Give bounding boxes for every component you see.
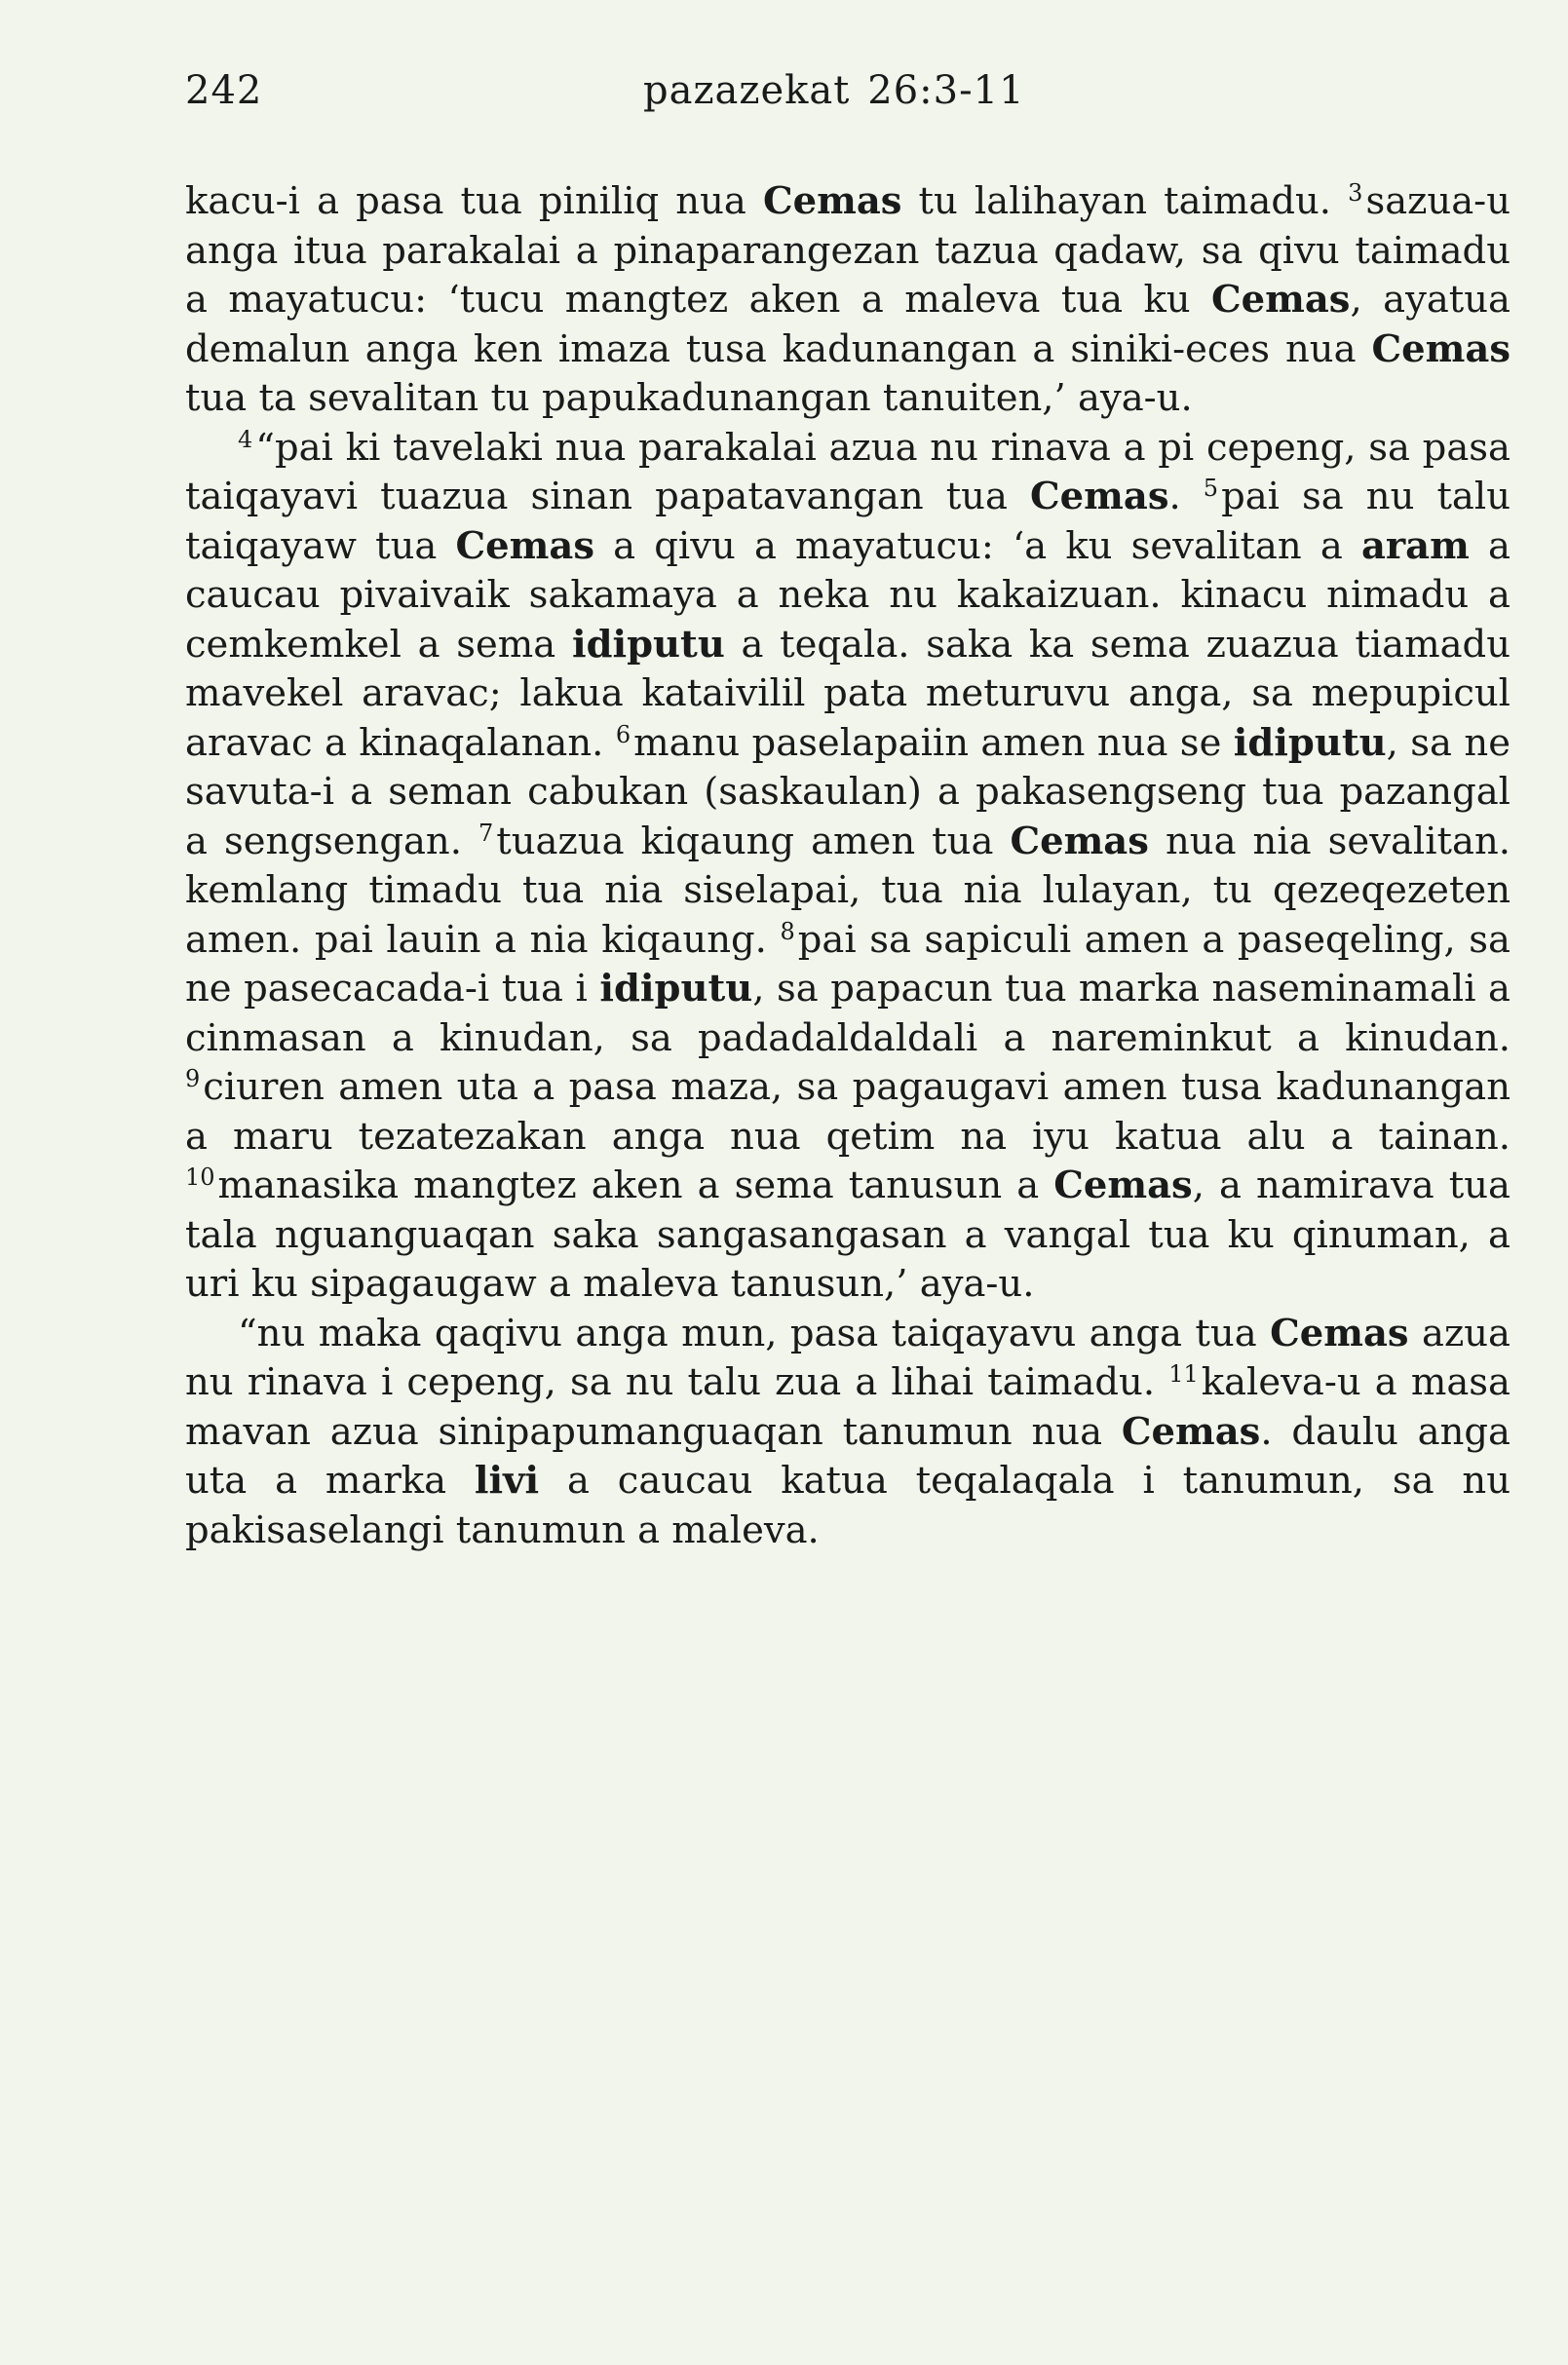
emphasized-word: livi bbox=[474, 1459, 540, 1503]
text-run: tu lalihayan taimadu. bbox=[901, 179, 1349, 223]
text-run: a teqala. saka ka sema zuazua tiamadu mavekel aravac; lakua kataivilil pata meturuvu anga, sa mepupicul aravac a kinaqalanan. bbox=[185, 622, 1511, 765]
verse-number: 3 bbox=[1348, 179, 1363, 207]
text-run: “pai ki tavelaki nua parakalai azua nu rinava a pi cepeng, sa pasa taiqayavi tuazua sinan papatavangan tua bbox=[185, 425, 1511, 518]
paragraph bbox=[185, 424, 1511, 1310]
text-run: sazua-u anga itua parakalai a pinaparangezan tazua qadaw, sa qivu taimadu a mayatucu: ‘tucu mangtez aken a maleva tua ku bbox=[185, 179, 1511, 322]
text-run: . daulu anga uta a marka bbox=[185, 1409, 1511, 1503]
verse-number: 5 bbox=[1203, 475, 1219, 502]
text-run: . bbox=[1168, 475, 1204, 518]
body-text bbox=[185, 177, 1511, 1555]
text-run: a qivu a mayatucu: ‘a ku sevalitan a bbox=[594, 523, 1361, 568]
emphasized-word: Cemas bbox=[1030, 475, 1169, 518]
text-run: kaleva-u a masa mavan azua sinipapumanguaqan tanumun nua bbox=[185, 1360, 1511, 1454]
emphasized-word: Cemas bbox=[1010, 819, 1149, 863]
text-run: a caucau katua teqalaqala i tanumun, sa nu pakisaselangi tanumun a maleva. bbox=[185, 1459, 1511, 1552]
page-number: 242 bbox=[185, 68, 263, 113]
emphasized-word: idiputu bbox=[571, 622, 725, 667]
text-run: , ayatua demalun anga ken imaza tusa kadunangan a siniki-eces nua bbox=[185, 278, 1511, 371]
book-title: pazazekat bbox=[643, 68, 851, 113]
running-title bbox=[643, 68, 1025, 113]
text-run: tua ta sevalitan tu papukadunangan tanuiten,’ aya-u. bbox=[185, 376, 1193, 420]
verse-number: 6 bbox=[615, 720, 631, 748]
verse-number: 11 bbox=[1168, 1360, 1199, 1388]
verse-number: 7 bbox=[478, 819, 494, 847]
emphasized-word: aram bbox=[1360, 523, 1470, 568]
emphasized-word: idiputu bbox=[599, 967, 753, 1011]
text-run: “nu maka qaqivu anga mun, pasa taiqayavu anga tua bbox=[238, 1311, 1271, 1355]
paragraph bbox=[185, 177, 1511, 424]
page-header bbox=[185, 68, 1511, 136]
emphasized-word: Cemas bbox=[1371, 326, 1511, 371]
emphasized-word: Cemas bbox=[1270, 1311, 1409, 1355]
text-run: pai sa nu talu taiqayaw tua bbox=[185, 475, 1511, 568]
text-run: ciuren amen uta a pasa maza, sa pagaugavi amen tusa kadunangan a maru tezatezakan anga nua qetim na iyu katua alu a tainan. bbox=[185, 1065, 1511, 1159]
emphasized-word: Cemas bbox=[1121, 1409, 1261, 1454]
text-run: a caucau pivaivaik sakamaya a neka nu kakaizuan. kinacu nimadu a cemkemkel a sema bbox=[185, 523, 1511, 667]
text-run: manu paselapaiin amen nua se bbox=[633, 720, 1234, 765]
text-run: kacu-i a pasa tua piniliq nua bbox=[185, 179, 763, 223]
emphasized-word: idiputu bbox=[1233, 720, 1387, 765]
text-run: tuazua kiqaung amen tua bbox=[496, 819, 1011, 863]
text-run: nua nia sevalitan. kemlang timadu tua nia siselapai, tua nia lulayan, tu qezeqezeten amen. pai lauin a nia kiqaung. bbox=[185, 819, 1511, 962]
text-run: pai sa sapiculi amen a paseqeling, sa ne pasecacada-i tua i bbox=[185, 917, 1511, 1011]
verse-number: 4 bbox=[238, 425, 253, 453]
text-run: , sa ne savuta-i a seman cabukan (saskaulan) a pakasengseng tua pazangal a sengsengan. bbox=[185, 720, 1511, 863]
chapter-reference: 26:3-11 bbox=[867, 68, 1025, 113]
verse-number: 9 bbox=[185, 1065, 201, 1092]
emphasized-word: Cemas bbox=[762, 179, 902, 223]
paragraph bbox=[185, 1310, 1511, 1556]
emphasized-word: Cemas bbox=[1210, 278, 1351, 322]
verse-number: 8 bbox=[780, 917, 795, 945]
text-run: azua nu rinava i cepeng, sa nu talu zua a lihai taimadu. bbox=[185, 1311, 1511, 1404]
text-run: , sa papacun tua marka naseminamali a cinmasan a kinudan, sa padadaldaldali a nareminkut a kinudan. bbox=[185, 967, 1511, 1060]
text-run: , a namirava tua tala nguanguaqan saka sangasangasan a vangal tua ku qinuman, a uri ku sipagaugaw a maleva tanusun,’ aya-u. bbox=[185, 1163, 1511, 1306]
verse-number: 10 bbox=[185, 1163, 215, 1191]
emphasized-word: Cemas bbox=[455, 523, 595, 568]
text-run: manasika mangtez aken a sema tanusun a bbox=[217, 1163, 1054, 1207]
emphasized-word: Cemas bbox=[1053, 1163, 1193, 1207]
